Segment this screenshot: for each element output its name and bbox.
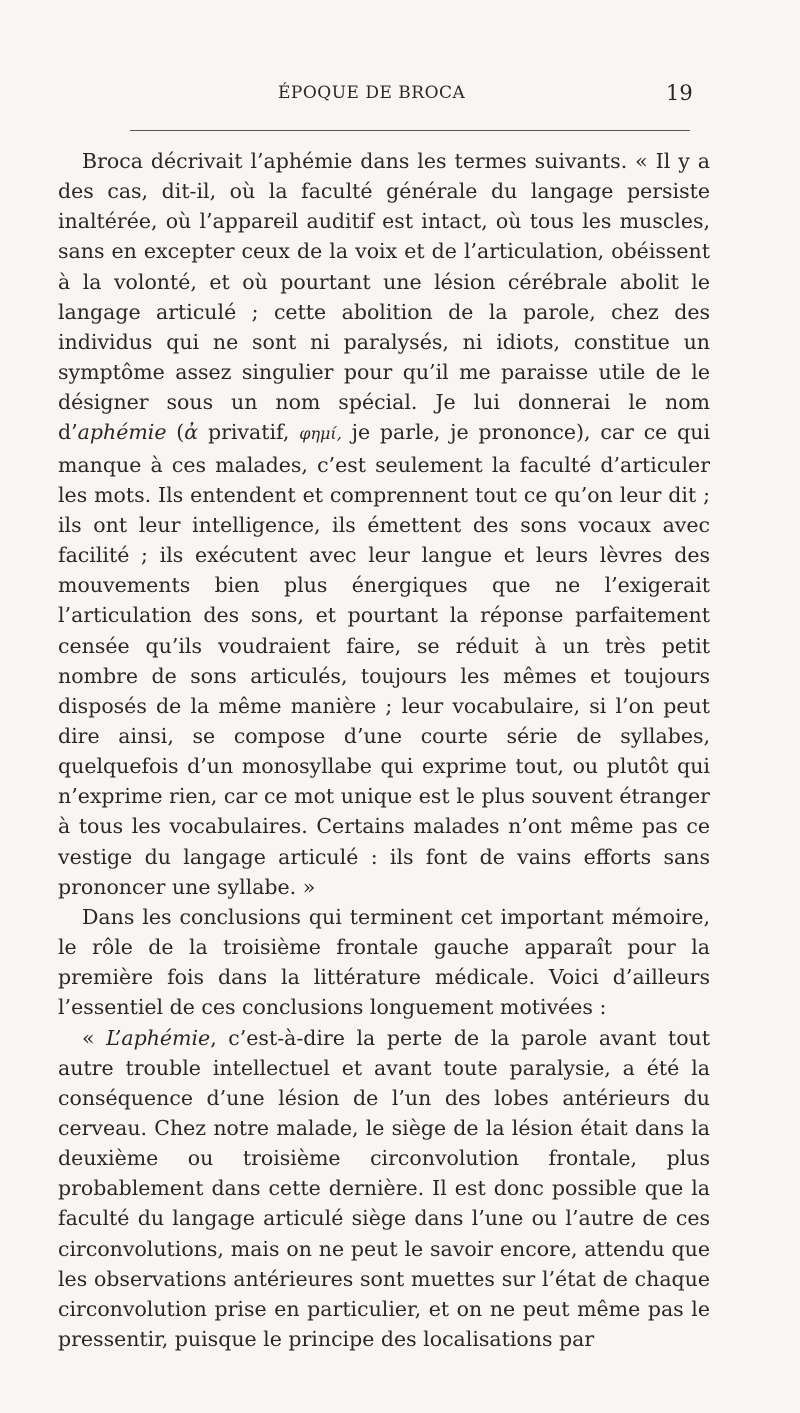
paragraph-aphemie-definition [58, 1023, 710, 1355]
page-number: 19 [666, 81, 693, 105]
greek-alpha: ἀ [184, 420, 199, 445]
paragraph-broca-quote [58, 146, 710, 902]
text-run: , c’est-à-dire la perte de la parole avant tout autre trouble intellectuel et avant toute paralysie, a été la conséquence d’une lésion de l’un des lobes antérieurs du cerveau. Chez notre malade, le siège de la lésion était dans la deuxième ou troisième circonvolution frontale, plus probablement dans cette dernière. Il est donc possible que la faculté du langage articulé siège dans l’une ou l’autre de ces circonvolutions, mais on ne peut le savoir encore, attendu que les observations antérieures sont muettes sur l’état de chaque circonvolution prise en particulier, et on ne peut même pas le pressentir, puisque le principe des localisations par [58, 1025, 710, 1352]
text-run: privatif, [198, 420, 300, 445]
body-text [58, 146, 710, 1354]
paragraph-conclusions: Dans les conclusions qui terminent cet important mémoire, le rôle de la troisième frontale gauche apparaît pour la première fois dans la littérature médicale. Voici d’ailleurs l’essentiel de ces conclusions longuement motivées : [58, 904, 710, 1020]
text-run: Broca décrivait l’aphémie dans les termes suivants. « Il y a des cas, dit-il, où la faculté générale du langage persiste inaltérée, où l’appareil auditif est intact, où tous les muscles, sans en excepter ceux de la voix et de l’articulation, obéissent à la volonté, et où pourtant une lésion cérébrale abolit le langage articulé ; cette abolition de la parole, chez des individus qui ne sont ni paralysés, ni idiots, constitue un symptôme assez singulier pour qu’il me paraisse utile de le désigner sous un nom spécial. Je lui donnerai le nom d’ [58, 149, 710, 445]
running-head [0, 83, 800, 123]
term-aphemie-italic: L’aphémie [106, 1025, 211, 1050]
text-run: je parle, je prononce), car ce qui manque à ces malades, c’est seulement la faculté d’articuler les mots. Ils entendent et comprennent tout ce qu’on leur dit ; ils ont leur intelligence, ils émettent des sons vocaux avec facilité ; ils exécutent avec leur langue et leurs lèvres des mouvements bien plus énergiques que ne l’exigerait l’articulation des sons, et pourtant la réponse parfaitement censée qu’ils voudraient faire, se réduit à un très petit nombre de sons articulés, toujours les mêmes et toujours disposés de la même manière ; leur vocabulaire, si l’on peut dire ainsi, se compose d’une courte série de syllabes, quelquefois d’un monosyllabe qui exprime tout, ou plutôt qui n’exprime rien, car ce mot unique est le plus souvent étranger à tous les vocabulaires. Certains malades n’ont même pas ce vestige du langage articulé : ils font de vains efforts sans prononcer une syllabe. » [58, 420, 711, 899]
running-title: ÉPOQUE DE BROCA [278, 83, 466, 103]
text-run: ( [166, 420, 185, 445]
term-aphemie: aphémie [77, 420, 167, 445]
header-rule [130, 130, 690, 131]
text-run: « [82, 1025, 107, 1050]
greek-word: φημί, [299, 424, 342, 444]
